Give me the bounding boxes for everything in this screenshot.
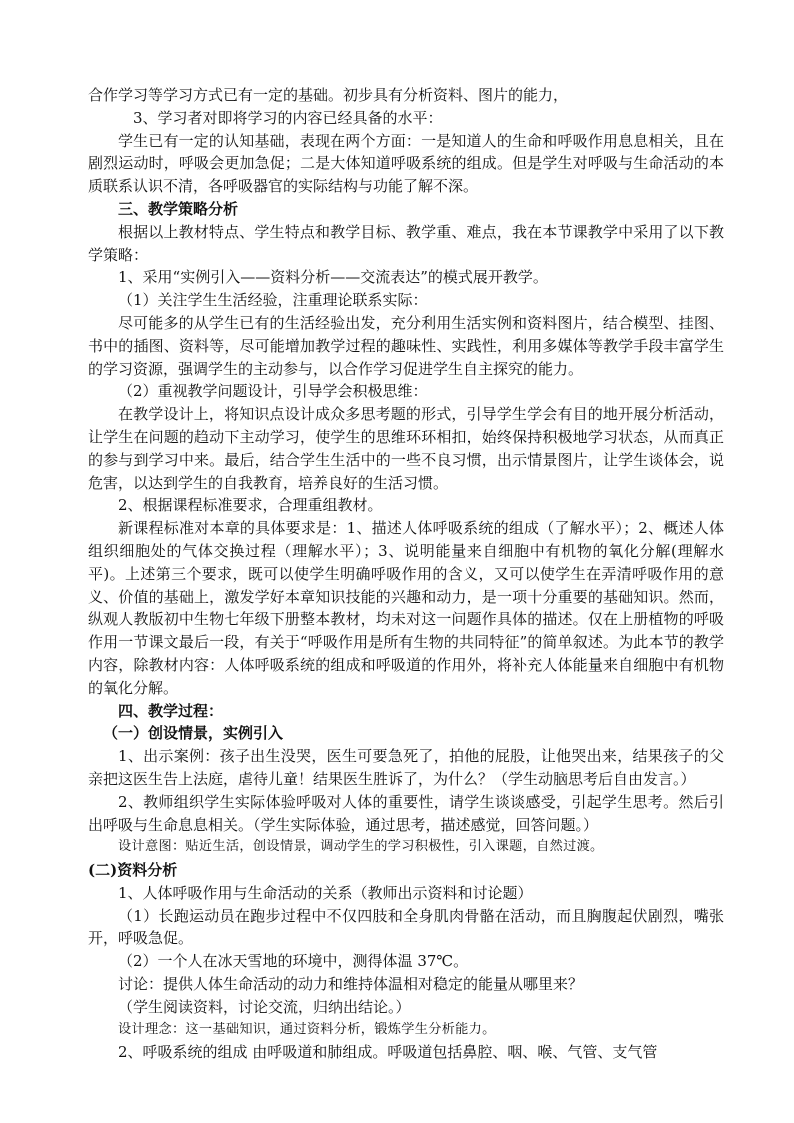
design-concept-note: 设计理念：这一基础知识，通过资料分析，锻炼学生分析能力。: [118, 1021, 496, 1037]
student-activity: （学生阅读资料，讨论交流，归纳出结论。）: [118, 997, 411, 1016]
sub-item-1: （1）关注学生生活经验，注重理论联系实际：: [118, 291, 428, 310]
discussion-question: 讨论：提供人体生命活动的动力和维持体温相对稳定的能量从哪里来？: [118, 975, 584, 994]
list-item-3: 3、学习者对即将学习的内容已经具备的水平：: [133, 108, 443, 127]
paragraph: 在教学设计上，将知识点设计成众多思考题的形式，引导学生学会有目的地开展分析活动，让学生在问题的趋动下主动学习，使学生的思维环环相扣，始终保持积极地学习状态，从而真正的参与到学习中来。最后，结合学生生活中的一些不良习惯，出示情景图片，让学生谈体会，说危害，以达到学生的自我教育，培养良好的生活习惯。: [88, 405, 724, 492]
sub-item-1: （1）长跑运动员在跑步过程中不仅四肢和全身肌肉骨骼在活动，而且胸腹起伏剧烈，嘴张开，呼吸急促。: [88, 906, 724, 948]
paragraph: 1、出示案例：孩子出生没哭，医生可要急死了，拍他的屁股，让他哭出来，结果孩子的父亲把这医生告上法庭，虐待儿童！结果医生胜诉了，为什么？（学生动脑思考后自由发言。）: [88, 747, 724, 788]
sub-item-2: （2）重视教学问题设计，引导学会积极思维：: [118, 382, 428, 401]
list-item-2: 2、呼吸系统的组成 由呼吸道和肺组成。呼吸道包括鼻腔、咽、喉、气管、支气管: [118, 1043, 658, 1062]
design-intent-note: 设计意图：贴近生活，创设情景，调动学生的学习积极性，引入课题，自然过渡。: [118, 839, 604, 855]
list-item-1: 1、人体呼吸作用与生命活动的关系（教师出示资料和讨论题）: [118, 883, 533, 902]
section-heading-3: 三、教学策略分析: [118, 199, 239, 218]
paragraph: 根据以上教材特点、学生特点和教学目标、教学重、难点，我在本节课教学中采用了以下教学策略：: [88, 222, 724, 264]
paragraph: 2、教师组织学生实际体验呼吸对人体的重要性，请学生谈谈感受，引起学生思考。然后引出呼吸与生命息息相关。（学生实际体验，通过思考，描述感觉，回答问题。）: [88, 792, 724, 834]
list-item-1: 1、采用“实例引入——资料分析——交流表达”的模式展开教学。: [118, 268, 548, 287]
paragraph-continuation: 合作学习等学习方式已有一定的基础。初步具有分析资料、图片的能力，: [88, 86, 569, 104]
paragraph: 学生已有一定的认知基础，表现在两个方面：一是知道人的生命和呼吸作用息息相关，且在剧烈运动时，呼吸会更加急促；二是大体知道呼吸系统的组成。但是学生对呼吸与生命活动的本质联系认识不清，各呼吸器官的实际结构与功能了解不深。: [88, 131, 724, 196]
list-item-2: 2、根据课程标准要求，合理重组教材。: [118, 496, 383, 515]
subsection-heading-2: (二)资料分析: [88, 861, 178, 880]
sub-item-2: （2）一个人在冰天雪地的环境中，测得体温 37℃。: [118, 952, 469, 971]
section-heading-4: 四、教学过程：: [118, 701, 224, 720]
paragraph: 尽可能多的从学生已有的生活经验出发，充分利用生活实例和资料图片，结合模型、挂图、书中的插图、资料等，尽可能增加教学过程的趣味性、实践性，利用多媒体等教学手段丰富学生的学习资源，强调学生的主动参与，以合作学习促进学生自主探究的能力。: [88, 313, 724, 378]
paragraph: 新课程标准对本章的具体要求是：1、描述人体呼吸系统的组成（了解水平）；2、概述人体组织细胞处的气体交换过程（理解水平）；3、说明能量来自细胞中有机物的氧化分解(理解水平)。上述第三个要求，既可以使学生明确呼吸作用的含义，又可以使学生在弄清呼吸作用的意义、价值的基础上，激发学好本章知识技能的兴趣和动力，是一项十分重要的基础知识。然而，纵观人教版初中生物七年级下册整本教材，均未对这一问题作具体的描述。仅在上册植物的呼吸作用一节课文最后一段，有关于“呼吸作用是所有生物的共同特征”的简单叙述。为此本节的教学内容，除教材内容：人体呼吸系统的组成和呼吸道的作用外，将补充人体能量来自细胞中有机物的氧化分解。: [88, 519, 724, 697]
subsection-heading-1: （一）创设情景，实例引入: [103, 724, 284, 743]
